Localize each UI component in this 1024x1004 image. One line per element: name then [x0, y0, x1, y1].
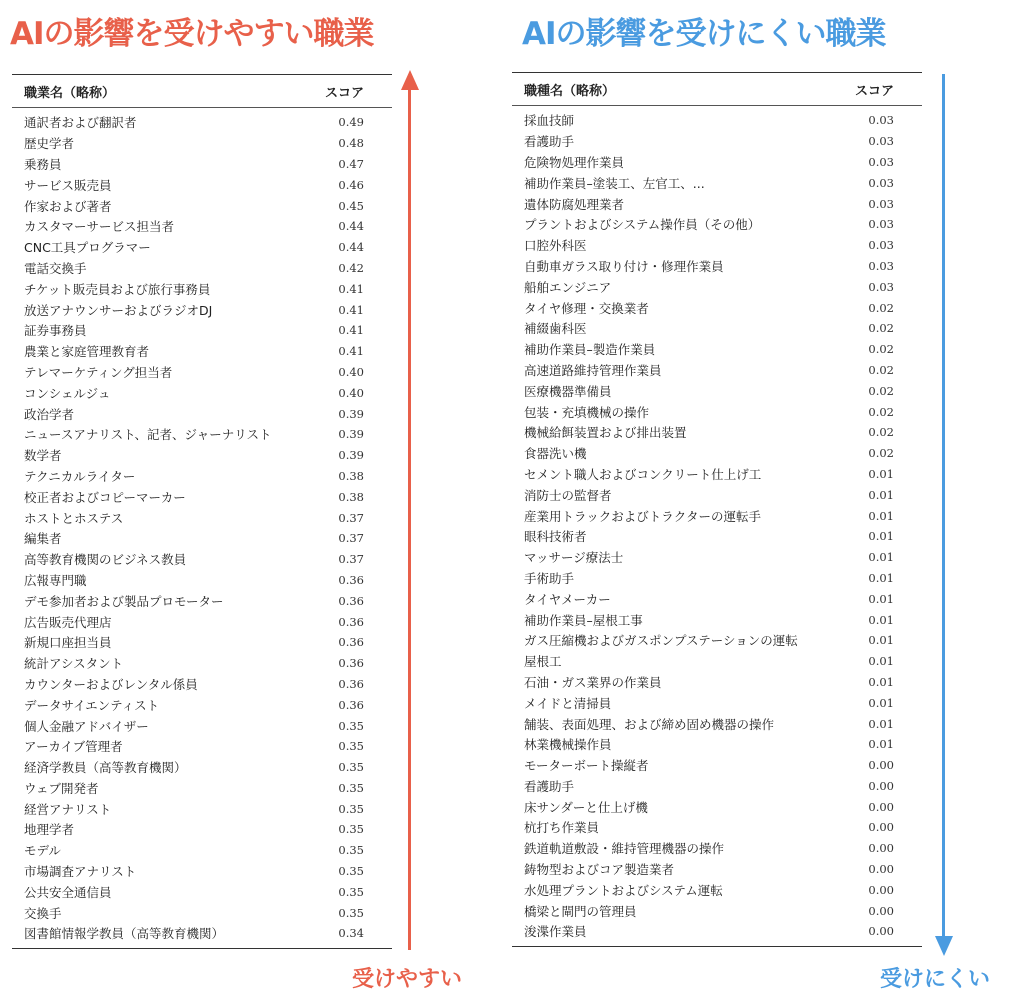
occupation-score: 0.01: [868, 674, 894, 689]
occupation-score: 0.00: [868, 820, 894, 835]
occupation-score: 0.44: [338, 219, 364, 234]
occupation-score: 0.35: [338, 905, 364, 920]
occupation-score: 0.00: [868, 862, 894, 877]
table-row: [12, 528, 392, 549]
table-row: [512, 401, 922, 422]
table-row: [12, 403, 392, 424]
table-row: [512, 193, 922, 214]
occupation-score: 0.02: [868, 362, 894, 377]
occupation-name: プラントおよびシステム操作員（その他）: [524, 217, 761, 233]
occupation-score: 0.35: [338, 780, 364, 795]
table-row: [12, 611, 392, 632]
table-row: [12, 237, 392, 258]
occupation-name: ニュースアナリスト、記者、ジャーナリスト: [24, 427, 272, 443]
table-row: [512, 838, 922, 859]
table-row: [512, 505, 922, 526]
header-name: 職種名（略称）: [524, 83, 616, 99]
table-row: [512, 588, 922, 609]
occupation-score: 0.03: [868, 113, 894, 128]
occupation-name: テクニカルライター: [24, 468, 136, 484]
occupation-name: 手術助手: [524, 570, 575, 586]
table-row: [512, 131, 922, 152]
right-title: AIの影響を受けにくい職業: [522, 16, 886, 52]
table-row: [512, 672, 922, 693]
occupation-score: 0.41: [338, 323, 364, 338]
occupation-score: 0.46: [338, 177, 364, 192]
occupation-score: 0.35: [338, 739, 364, 754]
occupation-name: 高速道路維持管理作業員: [524, 362, 662, 378]
occupation-name: 補助作業員–屋根工事: [524, 612, 643, 628]
table-row: [12, 861, 392, 882]
table-row: [512, 692, 922, 713]
table-row: [12, 278, 392, 299]
up-arrow-shaft: [408, 88, 411, 950]
occupation-score: 0.03: [868, 217, 894, 232]
occupation-name: 食器洗い機: [524, 446, 587, 462]
left-occupation-table: [12, 74, 392, 949]
occupation-name: 通訳者および翻訳者: [24, 115, 137, 131]
occupation-name: 図書館情報学教員（高等教育機関）: [24, 926, 225, 942]
occupation-score: 0.00: [868, 903, 894, 918]
occupation-score: 0.36: [338, 593, 364, 608]
occupation-name: アーカイブ管理者: [24, 739, 123, 755]
occupation-score: 0.34: [338, 926, 364, 941]
occupation-name: 編集者: [24, 531, 62, 547]
table-row: [512, 276, 922, 297]
occupation-name: ガス圧縮機およびガスポンプステーションの運転: [524, 633, 798, 649]
table-row: [512, 547, 922, 568]
occupation-name: 放送アナウンサーおよびラジオDJ: [24, 302, 213, 318]
table-row: [512, 484, 922, 505]
table-row: [512, 734, 922, 755]
occupation-score: 0.01: [868, 508, 894, 523]
occupation-score: 0.02: [868, 404, 894, 419]
occupation-score: 0.38: [338, 468, 364, 483]
table-bottom-rule: [12, 948, 392, 949]
occupation-name: 広報専門職: [24, 572, 87, 588]
occupation-score: 0.00: [868, 799, 894, 814]
occupation-score: 0.42: [338, 260, 364, 275]
occupation-score: 0.02: [868, 321, 894, 336]
table-row: [12, 632, 392, 653]
occupation-name: 採血技師: [524, 113, 575, 129]
table-row: [512, 526, 922, 547]
table-row: [512, 609, 922, 630]
occupation-name: 補助作業員–製造作業員: [524, 342, 656, 358]
occupation-name: 医療機器準備員: [524, 383, 612, 399]
occupation-name: CNC工具プログラマー: [24, 240, 151, 256]
table-row: [512, 443, 922, 464]
occupation-name: 機械給餌装置および排出装置: [524, 425, 687, 441]
occupation-score: 0.02: [868, 446, 894, 461]
occupation-name: モーターボート操縦者: [524, 758, 649, 774]
table-row: [12, 174, 392, 195]
table-row: [12, 258, 392, 279]
occupation-score: 0.35: [338, 822, 364, 837]
occupation-name: 乗務員: [24, 156, 62, 172]
occupation-name: チケット販売員および旅行事務員: [24, 281, 211, 297]
occupation-score: 0.01: [868, 487, 894, 502]
occupation-score: 0.49: [338, 115, 364, 130]
occupation-name: ホストとホステス: [24, 510, 124, 526]
occupation-name: 看護助手: [524, 134, 575, 150]
table-row: [512, 422, 922, 443]
occupation-score: 0.47: [338, 156, 364, 171]
table-row: [512, 630, 922, 651]
table-row: [512, 297, 922, 318]
occupation-name: 石油・ガス業界の作業員: [524, 674, 662, 690]
occupation-score: 0.41: [338, 344, 364, 359]
table-row: [12, 715, 392, 736]
occupation-name: 屋根工: [524, 654, 562, 670]
occupation-name: カスタマーサービス担当者: [24, 219, 175, 235]
table-row: [12, 362, 392, 383]
table-row: [12, 923, 392, 944]
table-row: [512, 651, 922, 672]
occupation-score: 0.44: [338, 240, 364, 255]
occupation-name: 自動車ガラス取り付け・修理作業員: [524, 258, 724, 274]
occupation-name: 公共安全通信員: [24, 884, 112, 900]
occupation-name: 産業用トラックおよびトラクターの運転手: [524, 508, 762, 524]
table-row: [12, 590, 392, 611]
occupation-name: テレマーケティング担当者: [24, 364, 173, 380]
occupation-score: 0.36: [338, 635, 364, 650]
occupation-score: 0.01: [868, 529, 894, 544]
occupation-name: コンシェルジュ: [24, 385, 111, 401]
occupation-score: 0.03: [868, 196, 894, 211]
table-row: [12, 424, 392, 445]
down-arrow-shaft: [942, 74, 945, 940]
table-row: [12, 881, 392, 902]
table-row: [12, 341, 392, 362]
occupation-name: 杭打ち作業員: [524, 820, 600, 836]
occupation-score: 0.03: [868, 175, 894, 190]
occupation-name: 地理学者: [24, 822, 75, 838]
down-arrow-icon: [935, 936, 953, 956]
occupation-score: 0.03: [868, 154, 894, 169]
table-row: [512, 900, 922, 921]
occupation-score: 0.37: [338, 552, 364, 567]
occupation-score: 0.03: [868, 134, 894, 149]
occupation-score: 0.36: [338, 614, 364, 629]
table-row: [12, 757, 392, 778]
table-row: [512, 172, 922, 193]
table-row: [12, 570, 392, 591]
occupation-score: 0.35: [338, 801, 364, 816]
occupation-name: タイヤメーカー: [524, 591, 611, 607]
occupation-name: 床サンダーと仕上げ機: [524, 799, 648, 815]
occupation-name: 広告販売代理店: [24, 614, 112, 630]
left-title: AIの影響を受けやすい職業: [10, 16, 374, 52]
occupation-name: 高等教育機関のビジネス教員: [24, 552, 187, 568]
table-row: [512, 380, 922, 401]
table-row: [12, 778, 392, 799]
table-row: [512, 256, 922, 277]
occupation-score: 0.37: [338, 531, 364, 546]
occupation-name: タイヤ修理・交換業者: [524, 300, 649, 316]
occupation-score: 0.03: [868, 258, 894, 273]
occupation-name: 看護助手: [524, 778, 575, 794]
occupation-name: デモ参加者および製品プロモーター: [24, 593, 224, 609]
occupation-score: 0.01: [868, 716, 894, 731]
table-row: [12, 382, 392, 403]
occupation-score: 0.35: [338, 843, 364, 858]
occupation-name: データサイエンティスト: [24, 697, 160, 713]
table-row: [12, 653, 392, 674]
occupation-name: 経営アナリスト: [24, 801, 112, 817]
header-score: スコア: [854, 83, 894, 99]
left-arrow-label: 受けやすい: [352, 967, 463, 992]
table-body: [512, 106, 922, 942]
table-bottom-rule: [512, 946, 922, 947]
occupation-score: 0.03: [868, 279, 894, 294]
table-row: [12, 445, 392, 466]
occupation-name: 証券事務員: [24, 323, 87, 339]
occupation-name: 政治学者: [24, 406, 75, 422]
table-row: [12, 694, 392, 715]
occupation-score: 0.36: [338, 572, 364, 587]
occupation-name: 水処理プラントおよびシステム運転: [524, 882, 723, 898]
occupation-name: ウェブ開発者: [24, 780, 99, 796]
table-row: [12, 154, 392, 175]
occupation-name: 口腔外科医: [524, 238, 587, 254]
table-row: [512, 796, 922, 817]
occupation-score: 0.02: [868, 425, 894, 440]
occupation-score: 0.41: [338, 302, 364, 317]
occupation-score: 0.00: [868, 882, 894, 897]
occupation-name: 数学者: [24, 448, 62, 464]
occupation-score: 0.39: [338, 406, 364, 421]
occupation-name: セメント職人およびコンクリート仕上げ工: [524, 466, 762, 482]
occupation-name: 舗装、表面処理、および締め固め機器の操作: [524, 716, 775, 732]
occupation-score: 0.02: [868, 300, 894, 315]
table-row: [512, 152, 922, 173]
table-row: [12, 819, 392, 840]
occupation-name: 歴史学者: [24, 136, 75, 152]
occupation-name: 船舶エンジニア: [524, 279, 612, 295]
table-row: [12, 112, 392, 133]
table-row: [12, 674, 392, 695]
occupation-name: マッサージ療法士: [524, 550, 624, 566]
table-row: [12, 486, 392, 507]
right-arrow-label: 受けにくい: [880, 967, 991, 992]
occupation-score: 0.38: [338, 489, 364, 504]
occupation-score: 0.01: [868, 550, 894, 565]
occupation-score: 0.00: [868, 778, 894, 793]
occupation-name: 鉄道軌道敷設・維持管理機器の操作: [524, 841, 725, 857]
table-row: [12, 549, 392, 570]
occupation-score: 0.01: [868, 737, 894, 752]
occupation-score: 0.01: [868, 654, 894, 669]
occupation-score: 0.02: [868, 342, 894, 357]
occupation-name: 作家および著者: [24, 198, 112, 214]
table-row: [12, 216, 392, 237]
occupation-name: 遺体防腐処理業者: [524, 196, 625, 212]
table-row: [512, 110, 922, 131]
occupation-name: 市場調査アナリスト: [24, 864, 137, 880]
occupation-name: 統計アシスタント: [24, 656, 124, 672]
occupation-score: 0.36: [338, 697, 364, 712]
occupation-score: 0.48: [338, 136, 364, 151]
occupation-name: 新規口座担当員: [24, 635, 112, 651]
occupation-name: カウンターおよびレンタル係員: [24, 676, 198, 692]
occupation-score: 0.36: [338, 676, 364, 691]
occupation-score: 0.01: [868, 633, 894, 648]
table-row: [512, 859, 922, 880]
occupation-name: 浚渫作業員: [524, 924, 587, 940]
right-occupation-table: [512, 72, 922, 947]
occupation-score: 0.40: [338, 364, 364, 379]
table-row: [512, 776, 922, 797]
occupation-score: 0.01: [868, 570, 894, 585]
table-row: [512, 817, 922, 838]
occupation-name: 消防士の監督者: [524, 487, 612, 503]
occupation-score: 0.00: [868, 924, 894, 939]
occupation-score: 0.41: [338, 281, 364, 296]
occupation-score: 0.35: [338, 760, 364, 775]
table-body: [12, 108, 392, 944]
table-row: [512, 568, 922, 589]
occupation-name: 補助作業員–塗装工、左官工、...: [524, 175, 705, 191]
occupation-score: 0.01: [868, 466, 894, 481]
occupation-score: 0.00: [868, 841, 894, 856]
table-row: [12, 195, 392, 216]
header-name: 職業名（略称）: [24, 85, 116, 101]
occupation-name: 交換手: [24, 905, 62, 921]
table-row: [512, 921, 922, 942]
table-row: [12, 299, 392, 320]
table-row: [512, 755, 922, 776]
occupation-score: 0.45: [338, 198, 364, 213]
occupation-score: 0.35: [338, 884, 364, 899]
table-row: [12, 736, 392, 757]
table-header: [512, 73, 922, 106]
occupation-score: 0.40: [338, 385, 364, 400]
occupation-name: 包装・充填機械の操作: [524, 404, 650, 420]
table-row: [512, 235, 922, 256]
occupation-name: サービス販売員: [24, 177, 112, 193]
up-arrow-icon: [401, 70, 419, 90]
table-row: [12, 466, 392, 487]
occupation-name: 電話交換手: [24, 260, 87, 276]
occupation-name: 橋梁と閘門の管理員: [524, 903, 637, 919]
occupation-score: 0.02: [868, 383, 894, 398]
table-row: [512, 214, 922, 235]
table-row: [12, 507, 392, 528]
table-row: [12, 902, 392, 923]
table-row: [512, 464, 922, 485]
occupation-score: 0.01: [868, 695, 894, 710]
occupation-name: 個人金融アドバイザー: [24, 718, 149, 734]
occupation-name: 眼科技術者: [524, 529, 587, 545]
occupation-name: 危険物処理作業員: [524, 154, 625, 170]
occupation-name: 農業と家庭管理教育者: [24, 344, 150, 360]
table-row: [512, 318, 922, 339]
occupation-name: モデル: [24, 843, 61, 859]
table-row: [512, 879, 922, 900]
occupation-name: 林業機械操作員: [524, 737, 612, 753]
table-header: [12, 75, 392, 108]
table-row: [512, 713, 922, 734]
occupation-name: メイドと清掃員: [524, 695, 612, 711]
occupation-name: 経済学教員（高等教育機関）: [24, 760, 187, 776]
occupation-name: 補綴歯科医: [524, 321, 587, 337]
occupation-score: 0.01: [868, 591, 894, 606]
occupation-score: 0.35: [338, 864, 364, 879]
occupation-score: 0.39: [338, 448, 364, 463]
table-row: [12, 840, 392, 861]
occupation-score: 0.39: [338, 427, 364, 442]
occupation-score: 0.01: [868, 612, 894, 627]
header-score: スコア: [324, 85, 364, 101]
table-row: [512, 339, 922, 360]
table-row: [12, 798, 392, 819]
occupation-score: 0.00: [868, 758, 894, 773]
table-row: [12, 133, 392, 154]
occupation-score: 0.36: [338, 656, 364, 671]
occupation-score: 0.35: [338, 718, 364, 733]
table-row: [512, 360, 922, 381]
occupation-name: 鋳物型およびコア製造業者: [524, 862, 675, 878]
table-row: [12, 320, 392, 341]
occupation-name: 校正者およびコピーマーカー: [24, 489, 186, 505]
occupation-score: 0.03: [868, 238, 894, 253]
occupation-score: 0.37: [338, 510, 364, 525]
